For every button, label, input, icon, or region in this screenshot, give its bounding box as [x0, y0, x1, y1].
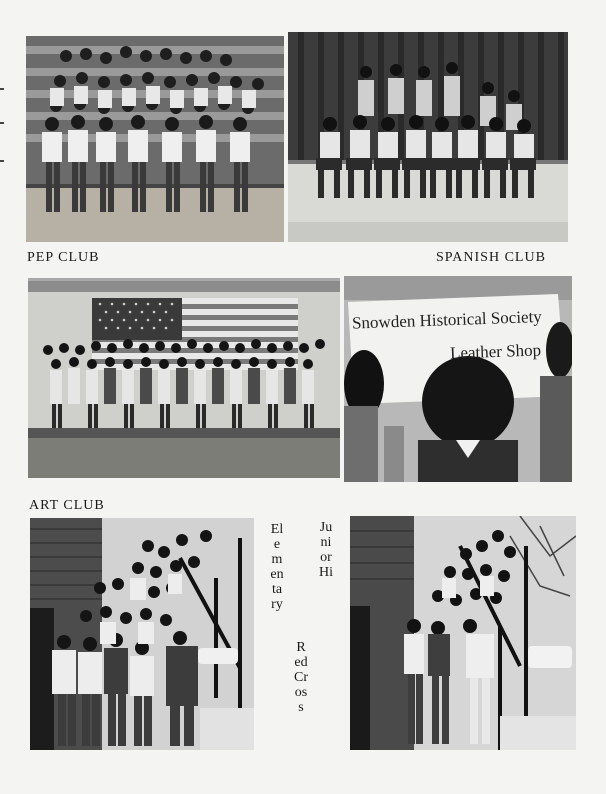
binding-mark — [0, 160, 4, 162]
banner-line-1: Snowden Historical Society — [351, 306, 543, 333]
elementary-red-cross-photo-image — [30, 518, 254, 750]
art-club-photo — [28, 278, 340, 478]
spanish-club-photo — [288, 32, 568, 242]
banner-line-2: Leather Shop — [449, 340, 542, 363]
junior-hi-red-cross-photo-image — [350, 516, 576, 750]
pep-club-photo — [26, 36, 284, 242]
junior-hi-red-cross-photo — [350, 516, 576, 750]
elementary-red-cross-photo — [30, 518, 254, 750]
spanish-club-photo-image — [288, 32, 568, 242]
junior-hi-vertical-caption: Junior Hi — [319, 520, 333, 580]
red-cross-vertical-caption: Red Cross — [294, 640, 308, 715]
art-club-photo-image — [28, 278, 340, 478]
elementary-vertical-caption: Elementary — [270, 522, 284, 612]
binding-mark — [0, 122, 4, 124]
spanish-club-caption: SPANISH CLUB — [436, 250, 546, 265]
pep-club-photo-image — [26, 36, 284, 242]
binding-mark — [0, 88, 4, 90]
pep-club-caption: PEP CLUB — [27, 250, 100, 265]
historical-society-photo — [344, 276, 572, 482]
art-club-caption: ART CLUB — [29, 498, 105, 513]
